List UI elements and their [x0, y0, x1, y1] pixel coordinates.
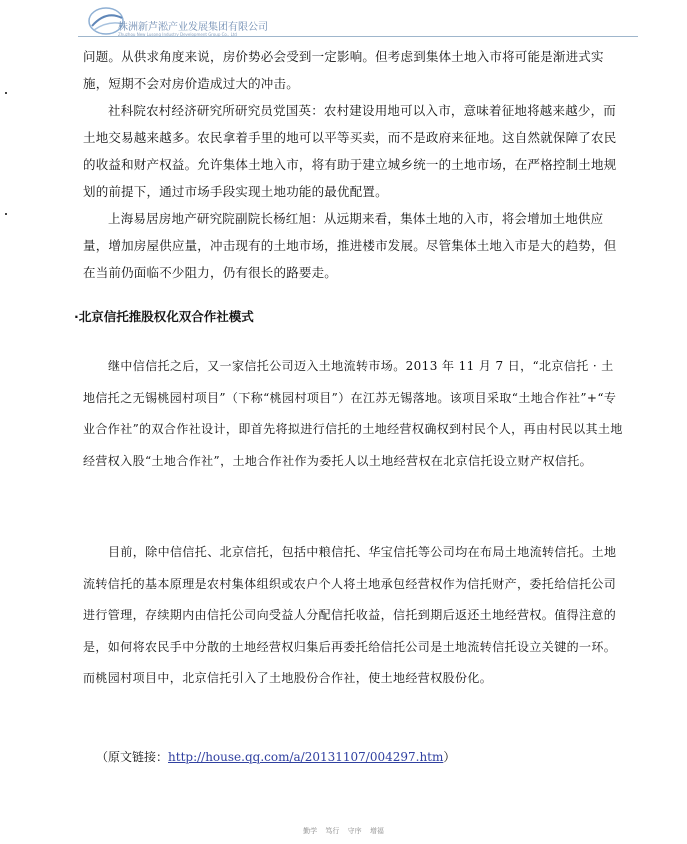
paragraph-dang-guoying: 社科院农村经济研究所研究员党国英：农村建设用地可以入市，意味着征地将越来越少，而土地交易越来越多。农民拿着手里的地可以平等买卖，而不是政府来征地。这自然就保障了农民的收益和财产权益。允许集体土地入市，将有助于建立城乡统一的土地市场，在严格控制土地规划的前提下，通过市场手段实现土地功能的最优配置。	[83, 103, 617, 199]
margin-mark	[5, 92, 7, 94]
bullet-icon: ·	[74, 309, 79, 324]
paragraph-beijing-trust: 继中信信托之后，又一家信托公司迈入土地流转市场。2013 年 11 月 7 日，“北京信托 · 土地信托之无锡桃园村项目”（下称“桃园村项目”）在江苏无锡落地。该项目采取“土地合作社”+“专业合作社”的双合作社设计，即首先将拟进行信托的土地经营权确权到村民个人，再由村民以其土地经营权入股“土地合作社”，土地合作社作为委托人以土地经营权在北京信托设立财产权信托。	[83, 359, 623, 468]
paragraph-supply-demand: 问题。从供求角度来说，房价势必会受到一定影响。但考虑到集体土地入市将可能是渐进式实施，短期不会对房价造成过大的冲击。	[83, 49, 604, 91]
paragraph-land-trust-principle: 目前，除中信信托、北京信托，包括中粮信托、华宝信托等公司均在布局土地流转信托。土地流转信托的基本原理是农村集体组织或农户个人将土地承包经营权作为信托财产，委托给信托公司进行管理，存续期内由信托公司向受益人分配信托收益，信托到期后返还土地经营权。值得注意的是，如何将农民手中分散的土地经营权归集后再委托给信托公司是土地流转信托设立关键的一环。而桃园村项目中，北京信托引入了土地股份合作社，使土地经营权股份化。	[83, 545, 617, 685]
section-title: ·北京信托推股权化双合作社模式	[74, 309, 254, 324]
company-name: 株洲新芦淞产业发展集团有限公司	[118, 22, 268, 33]
source-link-line: （原文链接：http://house.qq.com/a/20131107/004297.htm）	[96, 750, 456, 764]
company-name-en: Zhuzhou New Lusong Industry Development Group Co., Ltd	[118, 32, 237, 37]
source-link[interactable]: http://house.qq.com/a/20131107/004297.htm	[168, 750, 444, 764]
page-header	[78, 6, 638, 37]
paragraph-yang-hongxu: 上海易居房地产研究院副院长杨红旭：从远期来看，集体土地的入市，将会增加土地供应量，增加房屋供应量，冲击现有的土地市场，推进楼市发展。尽管集体土地入市是大的趋势，但在当前仍面临不少阻力，仍有很长的路要走。	[83, 211, 617, 280]
margin-mark	[5, 213, 7, 215]
page-footer: 勤学 笃行 守序 增福	[303, 827, 384, 835]
